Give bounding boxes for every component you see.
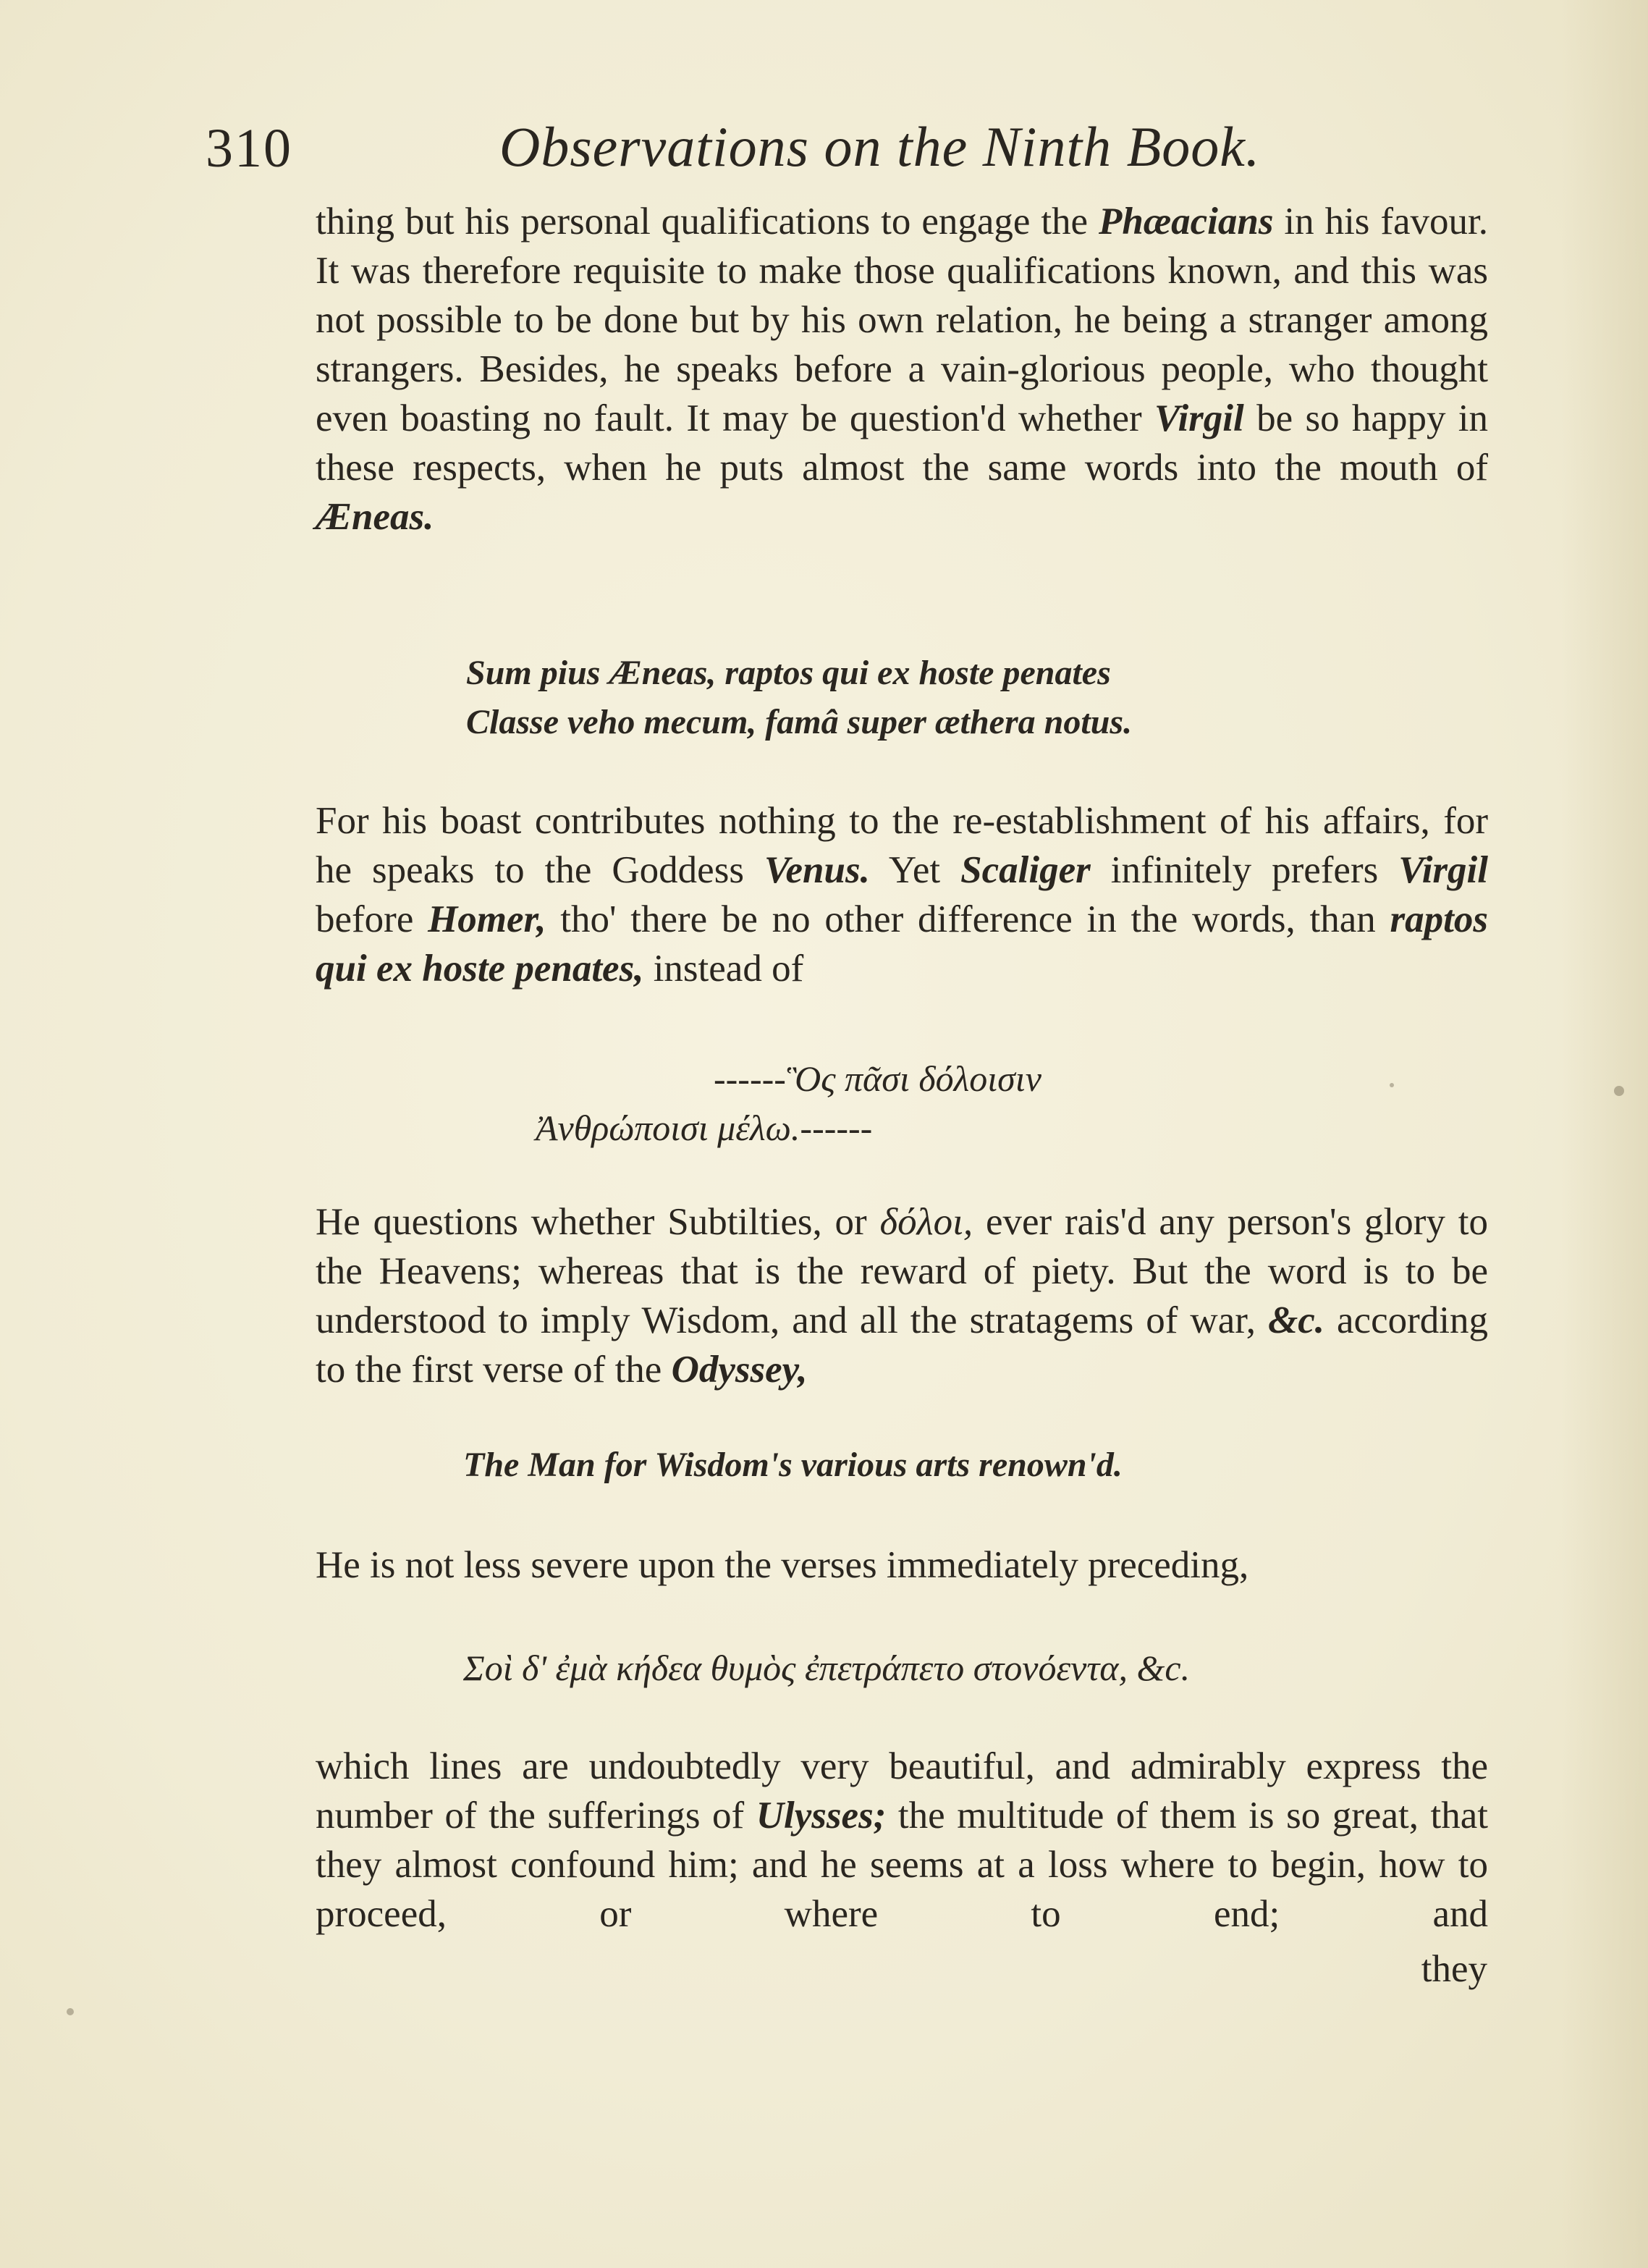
paragraph-5-text — [316, 1742, 1488, 1939]
para3-part3: according to the first verse of the — [316, 1299, 1488, 1391]
name-virgil-2: Virgil — [1398, 849, 1488, 891]
name-phaeacians: Phæacians — [1099, 201, 1274, 243]
para2-part5: tho' there be no other difference in the words, than — [546, 898, 1390, 940]
page-header — [195, 109, 1498, 188]
greek-quote-1-line-2: Ἀνθρώποισι μέλω.------ — [536, 1108, 873, 1148]
etc-abbrev: &c. — [1268, 1299, 1325, 1341]
para1-part1: thing but his personal qualifications to engage the — [316, 201, 1099, 243]
paragraph-5 — [316, 1742, 1488, 1939]
page-number: 310 — [206, 118, 292, 179]
paragraph-2-text — [316, 796, 1488, 993]
name-ulysses: Ulysses; — [756, 1795, 887, 1837]
greek-word-doloi: δόλοι, — [879, 1201, 973, 1243]
paper-speck — [1614, 1086, 1624, 1096]
para5-part1: which lines are undoubtedly very beautiful, and admirably express the number of the sufferings of — [316, 1745, 1488, 1837]
para2-part6: instead of — [643, 948, 804, 990]
paper-speck — [1390, 1083, 1394, 1087]
catchword: they — [1421, 1948, 1487, 1990]
greek-quote-1-line-1: ------Ὃς πᾶσι δόλοισιν — [714, 1058, 1041, 1099]
paragraph-1 — [316, 197, 1488, 541]
name-venus: Venus. — [764, 849, 870, 891]
english-verse-line: The Man for Wisdom's various arts renown'd. — [463, 1446, 1123, 1484]
page-edge-shadow — [1561, 0, 1648, 2268]
paragraph-3-text — [316, 1197, 1488, 1394]
paragraph-1-text — [316, 197, 1488, 541]
name-homer: Homer, — [428, 898, 546, 940]
para2-part4: before — [316, 898, 428, 940]
para2-part1: For his boast contributes nothing to the re-establishment of his affairs, for he speaks to the Goddess — [316, 800, 1488, 891]
running-head: Observations on the Ninth Book. — [499, 115, 1261, 178]
name-scaliger: Scaliger — [960, 849, 1091, 891]
latin-quote-inline: raptos qui ex hoste penates, — [316, 898, 1488, 990]
name-odyssey: Odyssey, — [671, 1349, 808, 1391]
para1-part3: be so happy in these respects, when he puts almost the same words into the mouth of — [316, 397, 1489, 489]
para5-part2: the multitude of them is so great, that they almost confound him; and he seems at a loss where to begin, how to proceed, or where to end; and — [316, 1795, 1488, 1935]
para1-part2: in his favour. It was therefore requisite to make those qualifications known, and this was not possible to be done but by his own relation, he being a stranger among strangers. Besides, he speaks before a vain-glorious people, who thought even boasting no fault. It may be question'd whether — [316, 201, 1489, 439]
para2-part2: Yet — [869, 849, 961, 891]
greek-quote-2-line: Σοὶ δ' ἐμὰ κήδεα θυμὸς ἐπετράπετο στονόεντα, &c. — [463, 1648, 1191, 1688]
name-virgil: Virgil — [1154, 397, 1244, 439]
paper-speck — [67, 2008, 74, 2015]
paragraph-2 — [316, 796, 1488, 993]
para3-part2: ever rais'd any person's glory to the Heavens; whereas that is the reward of piety. But the word is to be understood to imply Wisdom, and all the stratagems of war, — [316, 1201, 1488, 1341]
latin-verse-line-2: Classe veho mecum, famâ super æthera notus. — [466, 703, 1133, 741]
latin-verse-line-1: Sum pius Æneas, raptos qui ex hoste penates — [466, 654, 1111, 692]
paragraph-3 — [316, 1197, 1488, 1394]
paragraph-4 — [316, 1540, 1488, 1590]
paragraph-4-text: He is not less severe upon the verses immediately preceding, — [316, 1544, 1249, 1586]
para3-part1: He questions whether Subtilties, or — [316, 1201, 880, 1243]
para2-part3: infinitely prefers — [1090, 849, 1399, 891]
name-aeneas: Æneas. — [316, 496, 434, 538]
